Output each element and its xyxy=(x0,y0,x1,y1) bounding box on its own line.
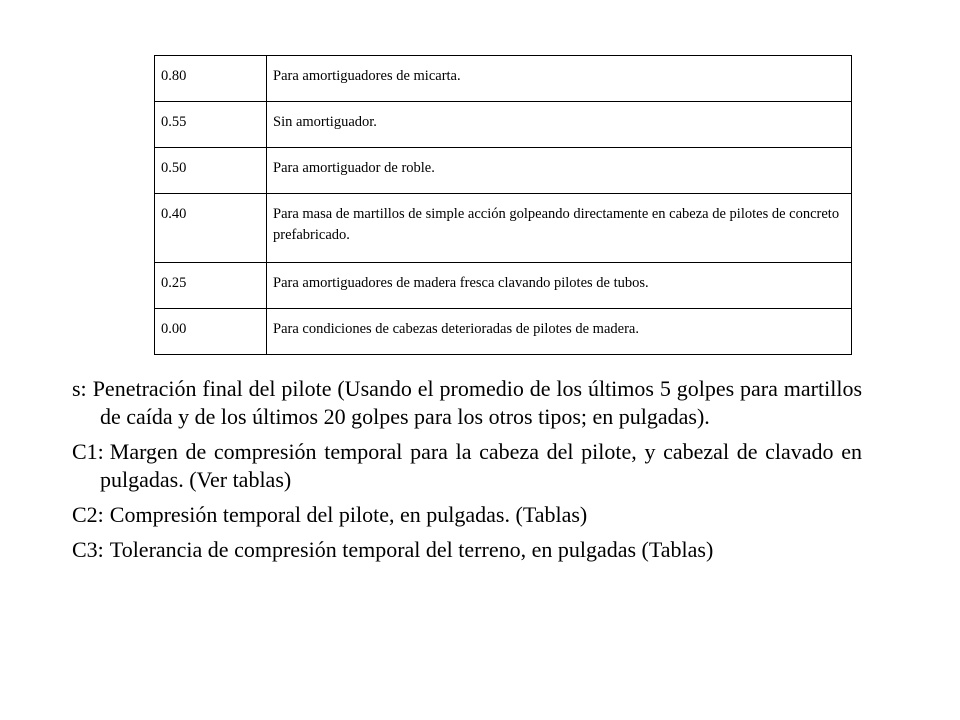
coefficient-description: Para amortiguador de roble. xyxy=(267,148,852,194)
table-row xyxy=(155,102,852,148)
definition-text: Margen de compresión temporal para la cabeza del pilote, y cabezal de clavado en pulgadas. (Ver tablas) xyxy=(100,439,862,492)
definition-c1 xyxy=(72,438,862,494)
coefficient-value: 0.25 xyxy=(155,263,267,309)
coefficient-description: Para masa de martillos de simple acción golpeando directamente en cabeza de pilotes de concreto prefabricado. xyxy=(267,194,852,263)
coefficient-value: 0.50 xyxy=(155,148,267,194)
table-row xyxy=(155,56,852,102)
definitions-list xyxy=(72,375,862,571)
definition-symbol: C3: xyxy=(72,537,104,562)
coefficient-description: Sin amortiguador. xyxy=(267,102,852,148)
coefficient-value: 0.00 xyxy=(155,309,267,355)
definition-c2 xyxy=(72,501,862,529)
definition-text: Tolerancia de compresión temporal del terreno, en pulgadas (Tablas) xyxy=(109,537,714,562)
definition-s xyxy=(72,375,862,431)
definition-text: Penetración final del pilote (Usando el promedio de los últimos 5 golpes para martillos de caída y de los últimos 20 golpes para los otros tipos; en pulgadas). xyxy=(92,376,862,429)
table-row xyxy=(155,263,852,309)
coefficient-table xyxy=(154,55,852,355)
definition-symbol: C1: xyxy=(72,439,104,464)
coefficient-description: Para condiciones de cabezas deterioradas de pilotes de madera. xyxy=(267,309,852,355)
table-row xyxy=(155,309,852,355)
table-row xyxy=(155,194,852,263)
definition-symbol: C2: xyxy=(72,502,104,527)
coefficient-description: Para amortiguadores de madera fresca clavando pilotes de tubos. xyxy=(267,263,852,309)
coefficient-value: 0.80 xyxy=(155,56,267,102)
coefficient-value: 0.55 xyxy=(155,102,267,148)
coefficient-description: Para amortiguadores de micarta. xyxy=(267,56,852,102)
table-row xyxy=(155,148,852,194)
definition-text: Compresión temporal del pilote, en pulgadas. (Tablas) xyxy=(109,502,588,527)
definition-c3 xyxy=(72,536,862,564)
definition-symbol: s: xyxy=(72,376,87,401)
coefficient-value: 0.40 xyxy=(155,194,267,263)
